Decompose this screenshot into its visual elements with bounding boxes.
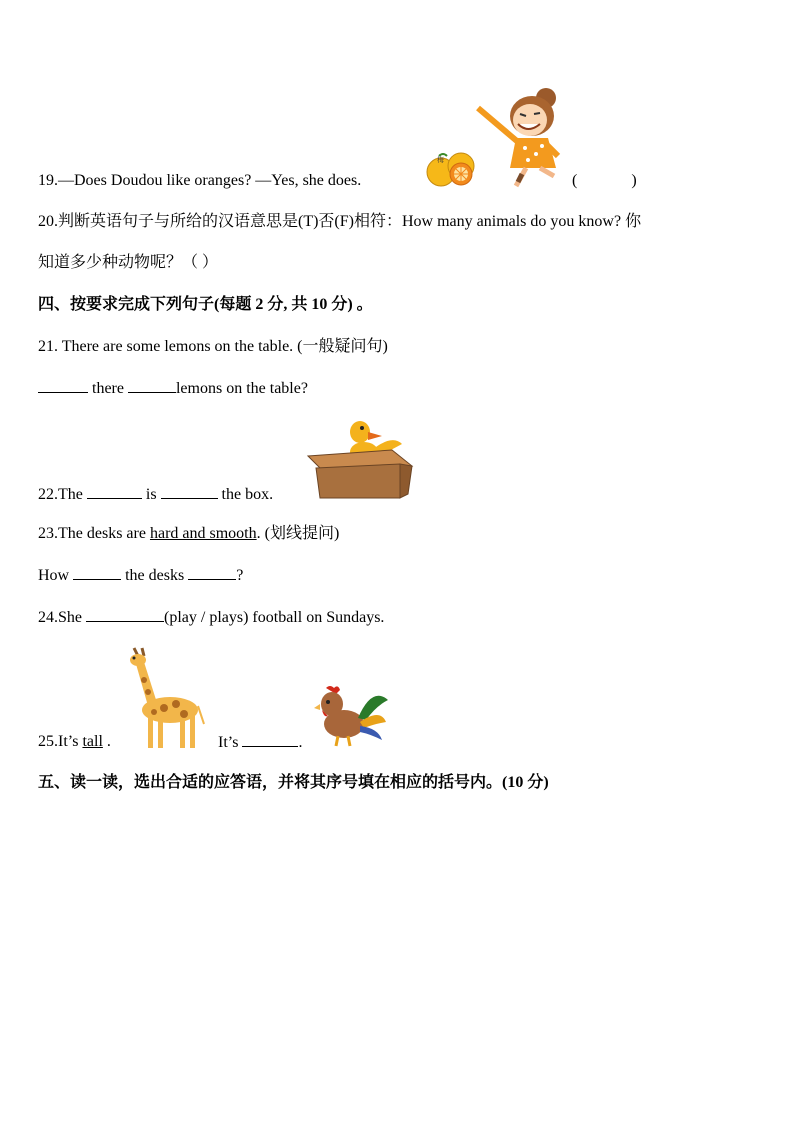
q22-blank-1[interactable] bbox=[87, 484, 142, 499]
orange-label: 梅 bbox=[437, 156, 444, 164]
question-20-line2 bbox=[38, 253, 218, 273]
section-4-heading bbox=[38, 295, 373, 315]
q22-mid: is bbox=[145, 486, 157, 503]
question-25 bbox=[38, 732, 111, 752]
rooster-illustration bbox=[312, 684, 390, 748]
girl-dancing-illustration bbox=[470, 86, 566, 190]
q19-text: 19.—Does Doudou like oranges? —Yes, she does. bbox=[38, 172, 362, 189]
q25-prefix: 25.It’s bbox=[38, 733, 83, 750]
question-23 bbox=[38, 524, 339, 544]
oranges-illustration bbox=[423, 148, 477, 188]
question-24 bbox=[38, 607, 384, 628]
q25-blank[interactable] bbox=[242, 732, 298, 747]
giraffe-illustration bbox=[124, 644, 208, 750]
q22-prefix: 22.The bbox=[38, 486, 83, 503]
q23-blank-1[interactable] bbox=[73, 565, 121, 580]
q25-after: . bbox=[102, 733, 111, 750]
q21-prompt: 21. There are some lemons on the table. (一般疑问句) bbox=[38, 338, 388, 355]
q24-prefix: 24.She bbox=[38, 609, 82, 626]
q23-answer-prefix: How bbox=[38, 567, 70, 584]
q22-blank-2[interactable] bbox=[161, 484, 218, 499]
q23-suffix: . (划线提问) bbox=[256, 525, 340, 542]
q24-blank[interactable] bbox=[86, 607, 164, 622]
q25-second-prefix: It’s bbox=[218, 734, 239, 751]
q20-line1: 20.判断英语句子与所给的汉语意思是(T)否(F)相符：How many animals do you know? 你 bbox=[38, 213, 642, 230]
q23-underlined: hard and smooth bbox=[149, 525, 257, 542]
duck-in-box-illustration bbox=[302, 414, 416, 500]
q19-answer-parens[interactable] bbox=[572, 171, 637, 191]
q21-answer-line bbox=[38, 378, 308, 399]
question-20-line1 bbox=[38, 212, 641, 232]
q20-line2: 知道多少种动物呢？（ ） bbox=[38, 254, 219, 271]
q21-blank-1[interactable] bbox=[38, 378, 88, 393]
q24-suffix: (play / plays) football on Sundays. bbox=[164, 609, 385, 626]
q23-prefix: 23.The desks are bbox=[38, 525, 150, 542]
q23-blank-2[interactable] bbox=[188, 565, 236, 580]
q21-blank-2[interactable] bbox=[128, 378, 176, 393]
q25-second-suffix: . bbox=[298, 734, 303, 751]
q23-answer-mid: the desks bbox=[125, 567, 185, 584]
section-4-heading-text: 四、按要求完成下列句子(每题 2 分, 共 10 分) 。 bbox=[38, 296, 373, 313]
q25-second bbox=[218, 732, 302, 753]
q23-answer-suffix: ? bbox=[236, 567, 244, 584]
section-5-heading bbox=[38, 773, 549, 793]
section-5-heading-text: 五、读一读，选出合适的应答语，并将其序号填在相应的括号内。(10 分) bbox=[38, 774, 549, 791]
question-22 bbox=[38, 484, 273, 505]
question-19 bbox=[38, 171, 361, 191]
q19-paren-close: ) bbox=[631, 172, 637, 189]
q19-paren-open: ( bbox=[572, 172, 578, 189]
q21-word-rest: lemons on the table? bbox=[175, 380, 308, 397]
q25-underlined: tall bbox=[82, 733, 103, 750]
q22-suffix: the box. bbox=[221, 486, 274, 503]
question-21 bbox=[38, 337, 388, 357]
q23-answer-line bbox=[38, 565, 243, 586]
q21-word-there: there bbox=[92, 380, 124, 397]
